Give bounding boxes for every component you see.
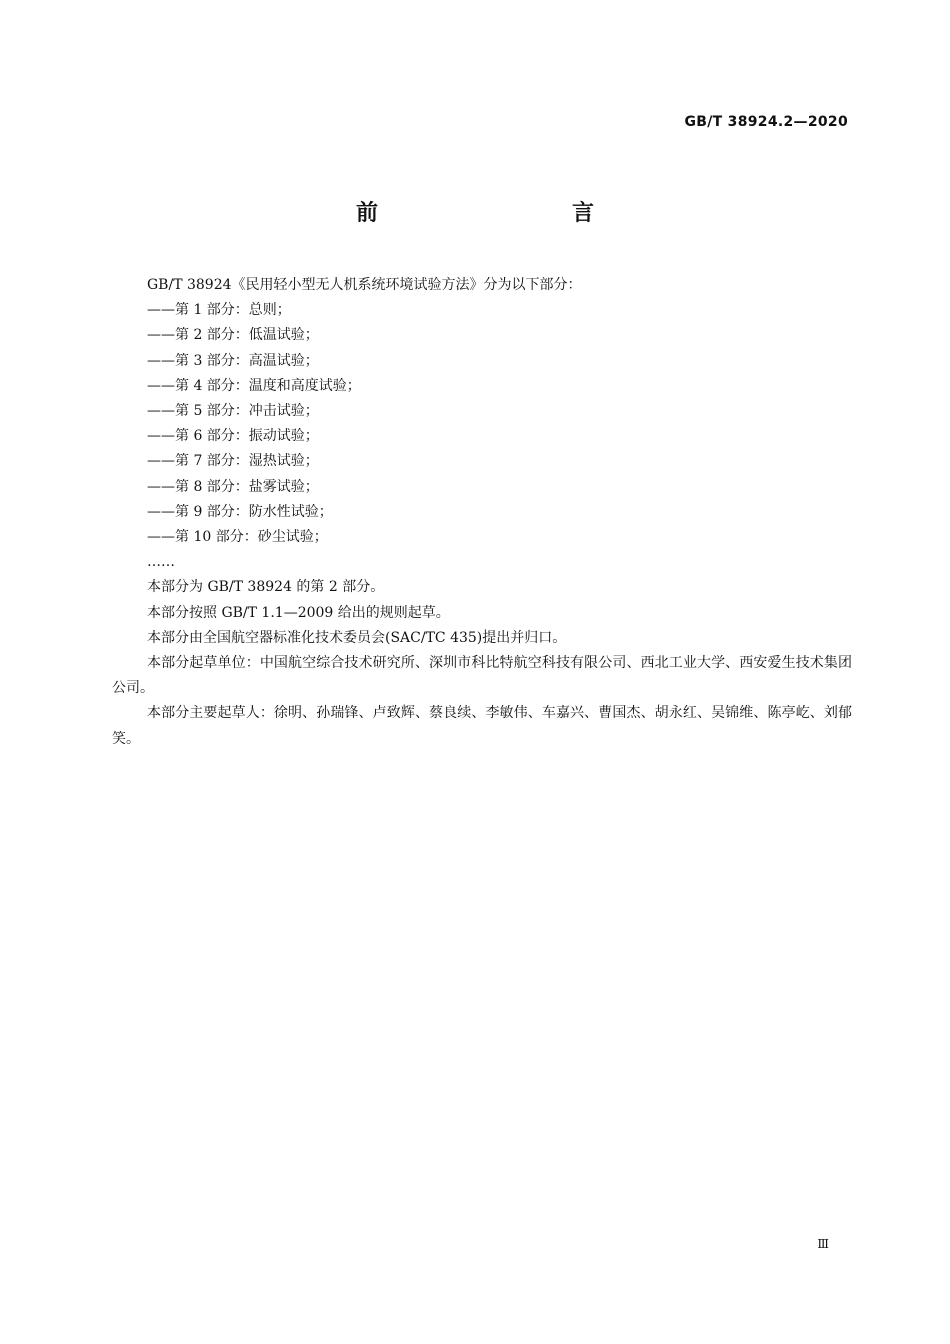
part-list-item: ——第 7 部分：湿热试验；: [147, 453, 319, 470]
part-list-item: ——第 6 部分：振动试验；: [147, 428, 319, 445]
part-list-item: ——第 4 部分：温度和高度试验；: [147, 377, 361, 394]
drafting-rules-statement: 本部分按照 GB/T 1.1—2009 给出的规则起草。: [147, 604, 450, 621]
page-title: 前 言: [355, 201, 644, 226]
part-list-item: ——第 3 部分：高温试验；: [147, 352, 319, 369]
part-list-item: ——第 5 部分：冲击试验；: [147, 403, 319, 420]
part-list-item: ——第 9 部分：防水性试验；: [147, 503, 333, 520]
drafting-units-statement: 本部分起草单位：中国航空综合技术研究所、深圳市科比特航空科技有限公司、西北工业大学、西安爱生技术集团公司。: [112, 655, 852, 697]
part-list-item: ——第 1 部分：总则；: [147, 302, 291, 319]
list-ellipsis: ……: [147, 554, 175, 571]
proposed-by-statement: 本部分由全国航空器标准化技术委员会(SAC/TC 435)提出并归口。: [147, 629, 567, 646]
part-of-statement: 本部分为 GB/T 38924 的第 2 部分。: [147, 579, 385, 596]
part-list-item: ——第 10 部分：砂尘试验；: [147, 529, 328, 546]
drafters-statement: 本部分主要起草人：徐明、孙瑞锋、卢致辉、蔡良续、李敏伟、车嘉兴、曹国杰、胡永红、吴锦维、陈亭屹、刘郁笑。: [112, 705, 852, 747]
standard-code: GB/T 38924.2—2020: [684, 114, 848, 130]
part-list-item: ——第 2 部分：低温试验；: [147, 327, 319, 344]
intro-paragraph: GB/T 38924《民用轻小型无人机系统环境试验方法》分为以下部分：: [147, 277, 582, 293]
page-number: Ⅲ: [817, 1237, 829, 1251]
part-list-item: ——第 8 部分：盐雾试验；: [147, 478, 319, 495]
foreword-body: [112, 273, 852, 752]
